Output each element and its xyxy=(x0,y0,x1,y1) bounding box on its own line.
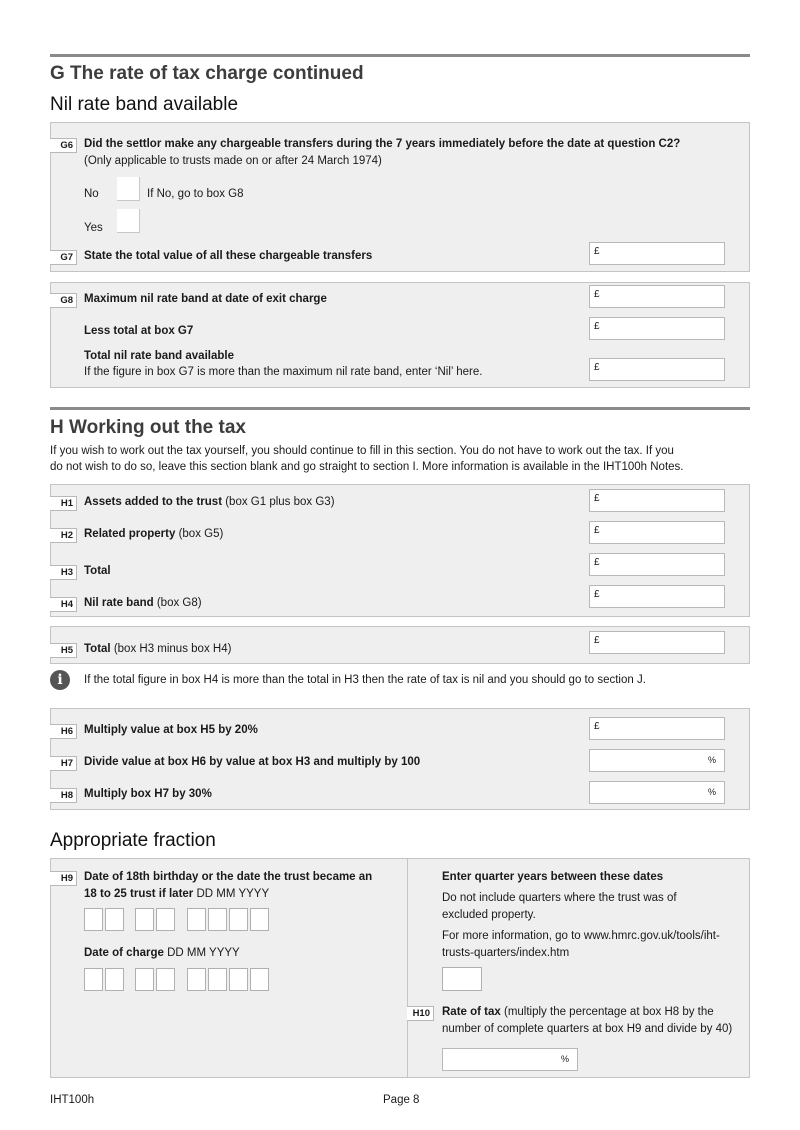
question-label-g8: G8 xyxy=(50,293,77,308)
quarters-note-1: Do not include quarters where the trust was of xyxy=(442,892,677,904)
date-digit-box[interactable] xyxy=(135,968,154,991)
g7-amount-input[interactable] xyxy=(589,242,725,265)
pound-sign: £ xyxy=(594,321,600,332)
h6-text: Multiply value at box H5 by 20% xyxy=(84,724,258,736)
question-label-h5: H5 xyxy=(50,643,77,658)
date-of-charge-label: Date of charge DD MM YYYY xyxy=(84,947,240,959)
percent-sign: % xyxy=(707,755,716,765)
pound-sign: £ xyxy=(594,721,600,732)
pound-sign: £ xyxy=(594,525,600,536)
date-digit-box[interactable] xyxy=(229,968,248,991)
g6-note: (Only applicable to trusts made on or after 24 March 1974) xyxy=(84,155,382,167)
section-h-intro-2: do not wish to do so, leave this section blank and go straight to section I. More information is available in the IHT100h Notes. xyxy=(50,461,684,473)
question-label-h7: H7 xyxy=(50,756,77,771)
h5-amount-input[interactable] xyxy=(589,631,725,654)
date-digit-box[interactable] xyxy=(84,968,103,991)
h2-amount-input[interactable] xyxy=(589,521,725,544)
form-id: IHT100h xyxy=(50,1094,95,1106)
panel-divider xyxy=(407,858,408,1078)
h7-text: Divide value at box H6 by value at box H3 and multiply by 100 xyxy=(84,756,421,768)
date-digit-box[interactable] xyxy=(135,908,154,931)
date-digit-box[interactable] xyxy=(208,968,227,991)
g8-total-input[interactable] xyxy=(589,358,725,381)
h10-percent-input[interactable] xyxy=(442,1048,578,1071)
question-label-g7: G7 xyxy=(50,250,77,265)
h3-amount-input[interactable] xyxy=(589,553,725,576)
g7-text: State the total value of all these chargeable transfers xyxy=(84,250,373,262)
g8-total-text: Total nil rate band available xyxy=(84,350,234,362)
section-h-title: H Working out the tax xyxy=(50,417,246,438)
h9-line2: 18 to 25 trust if later DD MM YYYY xyxy=(84,888,270,900)
h4-amount-input[interactable] xyxy=(589,585,725,608)
g6-yes-checkbox[interactable] xyxy=(117,209,140,233)
percent-sign: % xyxy=(707,787,716,797)
more-info-2: trusts-quarters/index.htm xyxy=(442,947,570,959)
g8-less-text: Less total at box G7 xyxy=(84,325,194,337)
pound-sign: £ xyxy=(594,493,600,504)
date-digit-box[interactable] xyxy=(156,968,175,991)
date-digit-box[interactable] xyxy=(105,968,124,991)
h10-text: Rate of tax (multiply the percentage at box H8 by the xyxy=(442,1006,714,1018)
quarters-input[interactable] xyxy=(442,967,482,991)
g6-no-checkbox[interactable] xyxy=(117,177,140,201)
section-g-title: G The rate of tax charge continued xyxy=(50,63,364,84)
h5-info-text: If the total figure in box H4 is more than the total in H3 then the rate of tax is nil and you should go to section J. xyxy=(84,674,646,686)
date-digit-box[interactable] xyxy=(187,908,206,931)
info-icon: i xyxy=(50,670,70,690)
quarters-title: Enter quarter years between these dates xyxy=(442,871,664,883)
date-digit-box[interactable] xyxy=(156,908,175,931)
g8-text: Maximum nil rate band at date of exit charge xyxy=(84,293,327,305)
page-number: Page 8 xyxy=(383,1094,420,1106)
nil-rate-band-heading: Nil rate band available xyxy=(50,94,239,115)
g8-total-note: If the figure in box G7 is more than the maximum nil rate band, enter ‘Nil’ here. xyxy=(84,366,483,378)
appropriate-fraction-heading: Appropriate fraction xyxy=(50,830,216,851)
section-divider xyxy=(50,54,750,57)
pound-sign: £ xyxy=(594,289,600,300)
h10-text-2: number of complete quarters at box H9 and divide by 40) xyxy=(442,1023,733,1035)
h4-text: Nil rate band (box G8) xyxy=(84,597,202,609)
question-label-g6: G6 xyxy=(50,138,77,153)
more-info-1: For more information, go to www.hmrc.gov.uk/tools/iht- xyxy=(442,930,720,942)
g6-yes-label: Yes xyxy=(84,222,103,234)
question-label-h8: H8 xyxy=(50,788,77,803)
date-digit-box[interactable] xyxy=(229,908,248,931)
date-digit-box[interactable] xyxy=(250,908,269,931)
question-label-h2: H2 xyxy=(50,528,77,543)
section-divider xyxy=(50,407,750,410)
h2-text: Related property (box G5) xyxy=(84,528,224,540)
date-digit-box[interactable] xyxy=(208,908,227,931)
percent-sign: % xyxy=(560,1054,569,1064)
question-label-h4: H4 xyxy=(50,597,77,612)
h8-percent-input[interactable] xyxy=(589,781,725,804)
pound-sign: £ xyxy=(594,557,600,568)
question-label-h10: H10 xyxy=(407,1006,434,1021)
g6-question: Did the settlor make any chargeable transfers during the 7 years immediately before the date at question C2? xyxy=(84,138,681,150)
section-h-intro-1: If you wish to work out the tax yourself, you should continue to fill in this section. You do not have to work out the tax. If you xyxy=(50,445,674,457)
h3-text: Total xyxy=(84,565,111,577)
question-label-h9: H9 xyxy=(50,871,77,886)
g6-no-hint: If No, go to box G8 xyxy=(147,188,244,200)
date-digit-box[interactable] xyxy=(187,968,206,991)
h5-text: Total (box H3 minus box H4) xyxy=(84,643,232,655)
date-digit-box[interactable] xyxy=(84,908,103,931)
h9-line1: Date of 18th birthday or the date the trust became an xyxy=(84,871,373,883)
pound-sign: £ xyxy=(594,635,600,646)
pound-sign: £ xyxy=(594,589,600,600)
h7-percent-input[interactable] xyxy=(589,749,725,772)
h6-amount-input[interactable] xyxy=(589,717,725,740)
quarters-note-2: excluded property. xyxy=(442,909,536,921)
h1-text: Assets added to the trust (box G1 plus box G3) xyxy=(84,496,335,508)
date-digit-box[interactable] xyxy=(250,968,269,991)
question-label-h1: H1 xyxy=(50,496,77,511)
h8-text: Multiply box H7 by 30% xyxy=(84,788,212,800)
pound-sign: £ xyxy=(594,246,600,257)
date-digit-box[interactable] xyxy=(105,908,124,931)
g6-no-label: No xyxy=(84,188,99,200)
question-label-h3: H3 xyxy=(50,565,77,580)
question-label-h6: H6 xyxy=(50,724,77,739)
h1-amount-input[interactable] xyxy=(589,489,725,512)
g8-less-input[interactable] xyxy=(589,317,725,340)
pound-sign: £ xyxy=(594,362,600,373)
g8-max-input[interactable] xyxy=(589,285,725,308)
